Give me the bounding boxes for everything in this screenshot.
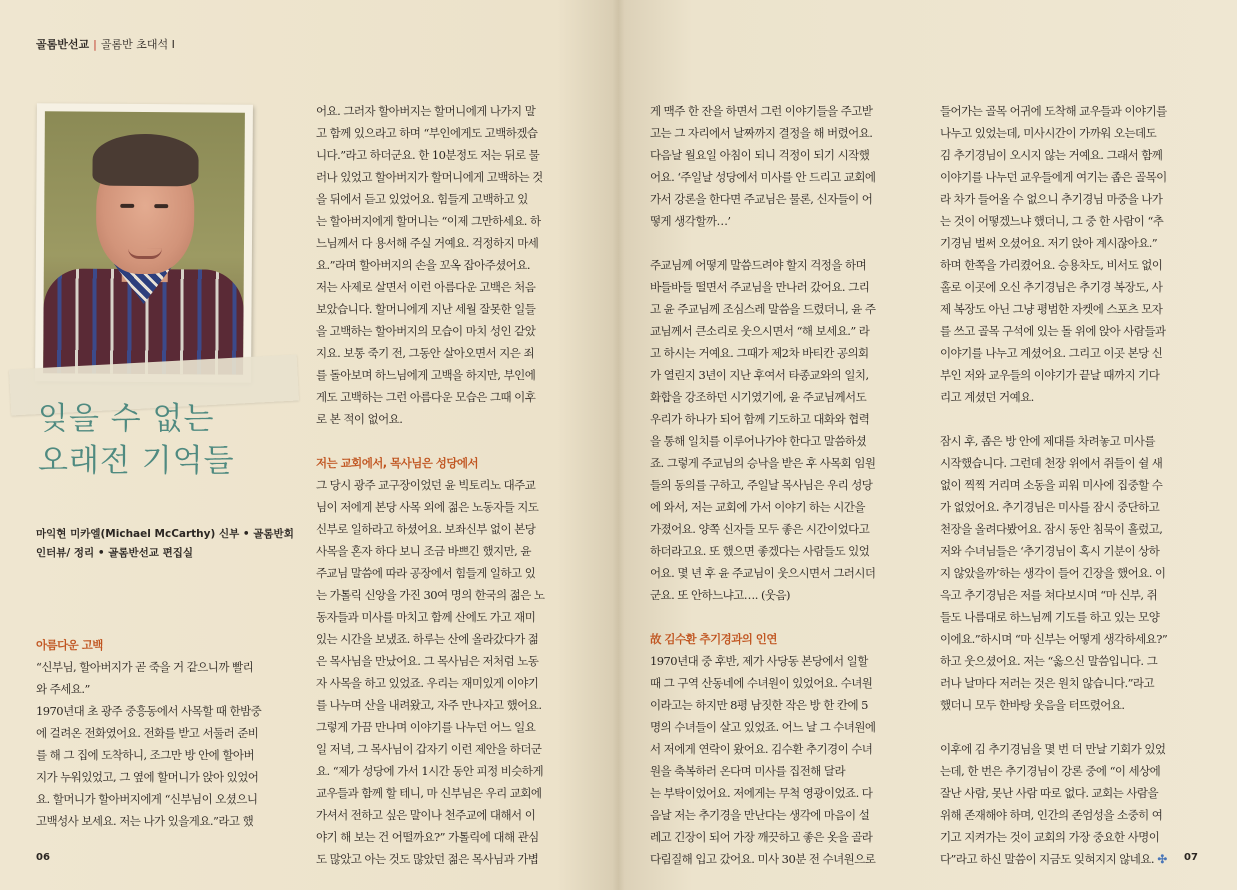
text-line: 에 와서, 저는 교회에 가서 이야기 하는 시간을: [650, 500, 865, 514]
header-section: 골롬반 초대석 I: [100, 38, 175, 51]
text-line: 위해 존재해야 하며, 인간의 존엄성을 소중히 여: [940, 808, 1163, 822]
text-line: 그렇게 가끔 만나며 이야기를 나누던 어느 일요: [316, 720, 536, 734]
text-line: 했더니 모두 한바탕 웃음을 터뜨렸어요.: [940, 698, 1125, 712]
text-line: 님이 저에게 본당 사목 외에 젊은 노동자들 지도: [316, 500, 539, 514]
text-line: 야기 해 보는 건 어떨까요?” 가톨릭에 대해 관심: [316, 830, 539, 844]
text-line: 은 목사님을 만났어요. 그 목사님은 저처럼 노동: [316, 654, 539, 668]
text-line: 잘난 사람, 못난 사람 따로 없다. 교회는 사람을: [940, 786, 1159, 800]
text-line: 를 쓰고 골목 구석에 있는 돌 위에 앉아 사람들과: [940, 324, 1166, 338]
text-column-4: [940, 100, 1202, 870]
text-line: 라 차가 들어올 수 없으니 추기경님 마중을 나가: [940, 192, 1163, 206]
byline: [36, 525, 306, 563]
text-line: 가졌어요. 양쪽 신자들 모두 좋은 시간이었다고: [650, 522, 870, 536]
text-line: 기고 지켜가는 것이 교회의 가장 중요한 사명이: [940, 830, 1160, 844]
text-line: 1970년대 초 광주 중흥동에서 사목할 때 한밤중: [36, 704, 262, 718]
text-line: 주교님께 어떻게 말씀드려야 할지 걱정을 하며: [650, 258, 867, 272]
text-line: 화합을 강조하던 시기였기에, 윤 주교님께서도: [650, 390, 867, 404]
text-line: 저와 수녀님들은 ‘추기경님이 혹시 기분이 상하: [940, 544, 1160, 558]
text-line: 보았습니다. 할머니에게 지난 세월 잘못한 일들: [316, 302, 536, 316]
paragraph-lines: [316, 100, 584, 430]
text-line: 동자들과 미사를 마치고 함께 산에도 가고 재미: [316, 610, 536, 624]
text-line: 로 본 적이 없어요.: [316, 412, 403, 426]
text-line: 고백성사 보세요. 저는 나가 있을게요.”라고 했: [36, 814, 254, 828]
text-line: 홀로 이곳에 오신 추기경님은 추기경 복장도, 사: [940, 280, 1163, 294]
text-line: 들도 나름대로 하느님께 기도를 하고 있는 모양: [940, 610, 1160, 624]
byline-editor: 인터뷰/ 정리 • 골롬반선교 편집실: [36, 547, 194, 559]
text-line: 가서 강론을 한다면 주교님은 물론, 신자들이 어: [650, 192, 873, 206]
subhead-church-and-cathedral: 저는 교회에서, 목사님은 성당에서: [316, 456, 479, 470]
portrait-photo-frame: [35, 103, 253, 383]
text-line: 고 하시는 거예요. 그때가 제2차 바티칸 공의회: [650, 346, 869, 360]
text-line: 나누고 있었는데, 미사시간이 가까워 오는데도: [940, 126, 1157, 140]
text-line: 리고 계셨던 거예요.: [940, 390, 1034, 404]
text-line: 가 열린지 3년이 지난 후여서 타종교와의 일치,: [650, 368, 869, 382]
text-line: 레고 긴장이 되어 가장 깨끗하고 좋은 옷을 골라: [650, 830, 873, 844]
text-line: 사목을 혼자 하다 보니 조금 바쁘긴 했지만, 윤: [316, 544, 531, 558]
text-line: 어요. 그러자 할아버지는 할머니에게 나가지 말: [316, 104, 536, 118]
text-line: 이야기를 나누던 교우들에게 여기는 좁은 골목이: [940, 170, 1167, 184]
text-line: 어요. 몇 년 후 윤 주교님이 웃으시면서 그러시더: [650, 566, 876, 580]
header-brand: 골롬반선교: [36, 38, 90, 51]
text-line: 요. 할머니가 할아버지에게 “신부님이 오셨으니: [36, 792, 258, 806]
title-line-1: 잊을 수 없는: [38, 401, 215, 437]
text-line: 를 나누며 산을 내려왔고, 자주 만나자고 했어요.: [316, 698, 542, 712]
text-line: 지가 누워있었고, 그 옆에 할머니가 앉아 있었어: [36, 770, 259, 784]
text-line: 는 것이 어떻겠느냐 했더니, 그 중 한 사람이 “추: [940, 214, 1164, 228]
text-line: 1970년대 중 후반, 제가 사당동 본당에서 일할: [650, 654, 868, 668]
text-line: 그 당시 광주 교구장이었던 윤 빅토리노 대주교: [316, 478, 536, 492]
text-line: 들어가는 골목 어귀에 도착해 교우들과 이야기를: [940, 104, 1167, 118]
text-line: 어요. ‘주일날 성당에서 미사를 안 드리고 교회에: [650, 170, 876, 184]
text-line: 시작했습니다. 그런데 천장 위에서 쥐들이 쉴 새: [940, 456, 1163, 470]
text-line: 바들바들 떨면서 주교님을 만나러 갔어요. 그리: [650, 280, 870, 294]
text-line: 다림질해 입고 갔어요. 미사 30분 전 수녀원으로: [650, 852, 876, 866]
text-column-1: [36, 634, 298, 832]
text-line: 기경님 벌써 오셨어요. 저기 앉아 계시잖아요.”: [940, 236, 1158, 250]
paragraph-lines: [940, 430, 1202, 716]
text-line: 명의 수녀들이 살고 있었죠. 어느 날 그 수녀원에: [650, 720, 876, 734]
text-line: 하더라고요. 또 했으면 좋겠다는 사람들도 있었: [650, 544, 870, 558]
text-line: 고 함께 있으라고 하며 “부인에게도 고백하겠습: [316, 126, 538, 140]
text-line: 잠시 후, 좁은 방 안에 제대를 차려놓고 미사를: [940, 434, 1155, 448]
running-header: [36, 36, 175, 52]
paragraph-lines: [940, 738, 1202, 870]
text-line: 게 맥주 한 잔을 하면서 그런 이야기들을 주고받: [650, 104, 873, 118]
text-line: 을 고백하는 할아버지의 모습이 마치 성인 같았: [316, 324, 536, 338]
text-line: 고는 그 자리에서 날짜까지 결정을 해 버렸어요.: [650, 126, 873, 140]
text-line: 죠. 그렇게 주교님의 승낙을 받은 후 사목회 임원: [650, 456, 876, 470]
text-line: 는 가톨릭 신앙을 가진 30여 명의 한국의 젊은 노: [316, 588, 545, 602]
subhead-cardinal-kim: 故 김수환 추기경과의 인연: [650, 632, 777, 646]
text-column-2: [316, 100, 584, 870]
text-line: 하고 웃으셨어요. 저는 “옳으신 말씀입니다. 그: [940, 654, 1158, 668]
end-mark-icon: ✣: [1154, 852, 1167, 866]
text-line: 지요. 보통 죽기 전, 그동안 살아오면서 지은 죄: [316, 346, 535, 360]
text-line: 교우들과 함께 할 테니, 마 신부님은 우리 교회에: [316, 786, 542, 800]
text-line: 를 돌아보며 하느님에게 고백을 하지만, 부인에: [316, 368, 536, 382]
text-line: 가 없었어요. 추기경님은 미사를 잠시 중단하고: [940, 500, 1160, 514]
text-line: 를 해 그 집에 도착하니, 조그만 방 안에 할아버: [36, 748, 255, 762]
text-line: 천장을 올려다봤어요. 잠시 동안 침묵이 흘렀고,: [940, 522, 1163, 536]
text-line: “신부님, 할아버지가 곧 죽을 거 같으니까 빨리: [36, 660, 254, 674]
text-column-3: [650, 100, 918, 870]
text-line: 다”라고 하신 말씀이 지금도 잊혀지지 않네요. ✣: [940, 852, 1167, 866]
header-divider: |: [93, 38, 97, 51]
text-line: 을 뒤에서 듣고 있었어요. 힘들게 고백하고 있: [316, 192, 528, 206]
portrait-photo: [43, 111, 245, 374]
page-number-left: 06: [36, 852, 50, 863]
byline-author: 마익현 미카엘(Michael McCarthy) 신부 • 골롬반회: [36, 528, 294, 540]
paragraph-lines: [316, 474, 584, 870]
article-title: [38, 398, 298, 482]
text-line: 이에요.”하시며 “마 신부는 어떻게 생각하세요?”: [940, 632, 1168, 646]
photo-eye-right: [154, 204, 168, 208]
text-line: 지 않았을까’하는 생각이 들어 긴장을 했어요. 이: [940, 566, 1166, 580]
text-line: 이후에 김 추기경님을 몇 번 더 만날 기회가 있었: [940, 742, 1166, 756]
paragraph-lines: [940, 100, 1202, 408]
text-line: 있는 시간을 보냈죠. 하루는 산에 올라갔다가 젊: [316, 632, 539, 646]
text-line: 와 주세요.”: [36, 682, 90, 696]
text-line: 이야기를 나누고 계셨어요. 그리고 이곳 본당 신: [940, 346, 1163, 360]
text-line: 느님께서 다 용서해 주실 거예요. 걱정하지 마세: [316, 236, 539, 250]
subhead-beautiful-confession: 아름다운 고백: [36, 638, 103, 652]
text-line: 이라고는 하지만 8평 남짓한 작은 방 한 칸에 5: [650, 698, 868, 712]
text-line: 요. “제가 성당에 가서 1시간 동안 피정 비슷하게: [316, 764, 544, 778]
text-line: 게도 고백하는 그런 아름다운 모습은 그때 이후: [316, 390, 536, 404]
text-line: 원을 축복하러 온다며 미사를 집전해 달라: [650, 764, 846, 778]
text-line: 는데, 한 번은 추기경님이 강론 중에 “이 세상에: [940, 764, 1161, 778]
text-line: 윽고 추기경님은 저를 쳐다보시며 “마 신부, 쥐: [940, 588, 1158, 602]
text-line: 김 추기경님이 오시지 않는 거예요. 그래서 함께: [940, 148, 1163, 162]
paragraph-lines: [650, 100, 918, 232]
text-line: 군요. 또 안하느냐고…. (웃음): [650, 588, 790, 602]
paragraph-lines: [650, 254, 918, 606]
text-line: 러나 있었고 할아버지가 할머니에게 고백하는 것: [316, 170, 543, 184]
text-line: 다음날 월요일 아침이 되니 걱정이 되기 시작했: [650, 148, 870, 162]
text-line: 러나 날마다 저러는 것은 원치 않습니다.”라고: [940, 676, 1155, 690]
photo-hair: [92, 134, 198, 187]
text-line: 에 걸려온 전화였어요. 전화를 받고 서둘러 준비: [36, 726, 259, 740]
text-line: 서 저에게 연락이 왔어요. 김수환 추기경이 수녀: [650, 742, 873, 756]
text-line: 하며 한쪽을 가리켰어요. 승용차도, 비서도 없이: [940, 258, 1163, 272]
text-line: 가셔서 전하고 싶은 말이나 천주교에 대해서 이: [316, 808, 536, 822]
page-number-right: 07: [1184, 852, 1198, 863]
text-line: 는 할아버지에게 할머니는 “이제 그만하세요. 하: [316, 214, 541, 228]
text-line: 을 통해 일치를 이루어나가야 한다고 말씀하셨: [650, 434, 867, 448]
text-line: 우리가 하나가 되어 함께 기도하고 대화와 협력: [650, 412, 870, 426]
text-line: 도 많았고 아는 것도 많았던 젊은 목사님과 가볍: [316, 852, 539, 866]
text-line: 는 부탁이었어요. 저에게는 무척 영광이었죠. 다: [650, 786, 873, 800]
text-line: 떻게 생각할까…’: [650, 214, 731, 228]
text-line: 부인 저와 교우들의 이야기가 끝날 때까지 기다: [940, 368, 1160, 382]
text-line: 고 윤 주교님께 조심스레 말씀을 드렸더니, 윤 주: [650, 302, 876, 316]
text-line: 들의 동의를 구하고, 주일날 목사님은 우리 성당: [650, 478, 873, 492]
text-line: 저는 사제로 살면서 이런 아름다운 고백은 처음: [316, 280, 536, 294]
text-line: 요.”라며 할아버지의 손을 꼬옥 잡아주셨어요.: [316, 258, 531, 272]
paragraph-lines: [650, 650, 918, 870]
text-line: 음날 저는 추기경을 만난다는 생각에 마음이 설: [650, 808, 870, 822]
text-line: 제 복장도 아닌 그냥 평범한 자켓에 스포츠 모자: [940, 302, 1163, 316]
text-line: 일 저녁, 그 목사님이 갑자기 이런 제안을 하더군: [316, 742, 542, 756]
text-line: 신부로 일하라고 하셨어요. 보좌신부 없이 본당: [316, 522, 536, 536]
text-line: 자 사목을 하고 있었죠. 우리는 재미있게 이야기: [316, 676, 539, 690]
text-line: 주교님 말씀에 따라 공장에서 힘들게 일하고 있: [316, 566, 536, 580]
title-line-2: 오래전 기억들: [38, 443, 235, 479]
text-line: 없이 찍찍 거리며 소동을 피워 미사에 집중할 수: [940, 478, 1163, 492]
text-line: 때 그 구역 산동네에 수녀원이 있었어요. 수녀원: [650, 676, 873, 690]
photo-eye-left: [120, 204, 134, 208]
text-line: 교님께서 큰소리로 웃으시면서 “해 보세요.” 라: [650, 324, 870, 338]
paragraph-lines: [36, 656, 298, 832]
text-line: 니다.”라고 하더군요. 한 10분정도 저는 뒤로 물: [316, 148, 540, 162]
